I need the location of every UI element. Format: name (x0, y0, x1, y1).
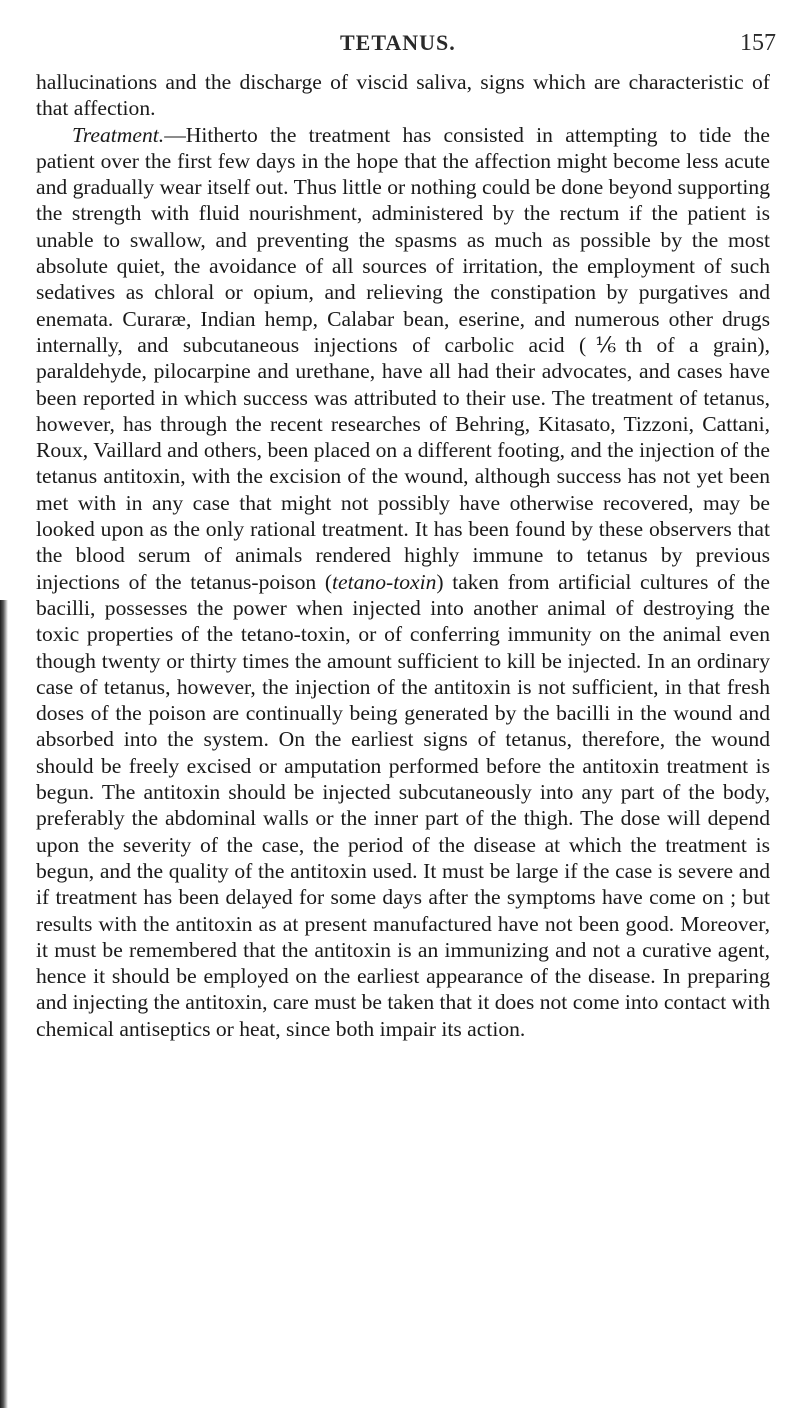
treatment-heading: Treatment. (72, 122, 165, 147)
page-number: 157 (740, 30, 776, 56)
running-title: TETANUS. (340, 30, 456, 55)
paragraph-treatment (36, 122, 770, 1042)
treatment-text-a: —Hitherto the treatment has consisted in attempting to tide the patient over the first few days in the hope that the affection might become less acute and gradually wear itself out. Thus little or nothing could be done beyond supporting the strength with fluid nourishment, administered by the rectum if the patient is unable to swallow, and preventing the spasms as much as possible by the most absolute quiet, the avoidance of all sources of irritation, the employment of such sedatives as chloral or opium, and relieving the constipation by purgatives and enemata. Curaræ, Indian hemp, Calabar bean, eserine, and numerous other drugs internally, and subcutaneous injections of carbolic acid (⅙th of a grain), paraldehyde, pilocarpine and urethane, have all had their advocates, and cases have been reported in which success was attributed to their use. The treatment of tetanus, however, has through the recent researches of Behring, Kitasato, Tizzoni, Cattani, Roux, Vaillard and others, been placed on a different footing, and the injection of the tetanus antitoxin, with the excision of the wound, although success has not yet been met with in any case that might not possibly have otherwise recovered, may be looked upon as the only rational treatment. It has been found by these observers that the blood serum of animals rendered highly immune to tetanus by previous injections of the tetanus-poison ( (36, 122, 770, 594)
body-text (36, 69, 770, 1042)
treatment-text-b: ) taken from artificial cultures of the bacilli, possesses the power when injected into another animal of destroying the toxic properties of the tetano-toxin, or of conferring immunity on the animal even though twenty or thirty times the amount sufficient to kill be injected. In an ordinary case of tetanus, however, the injection of the antitoxin is not sufficient, in that fresh doses of the poison are continually being generated by the bacilli in the wound and absorbed into the system. On the earliest signs of tetanus, therefore, the wound should be freely excised or amputation performed before the antitoxin treatment is begun. The antitoxin should be injected subcutaneously into any part of the body, preferably the abdominal walls or the inner part of the thigh. The dose will depend upon the severity of the case, the period of the disease at which the treatment is begun, and the quality of the antitoxin used. It must be large if the case is severe and if treatment has been delayed for some days after the symptoms have come on ; but results with the antitoxin as at present manufactured have not been good. Moreover, it must be remembered that the antitoxin is an immunizing and not a curative agent, hence it should be employed on the earliest appearance of the disease. In preparing and injecting the antitoxin, care must be taken that it does not come into contact with chemical antiseptics or heat, since both impair its action. (36, 569, 770, 1041)
tetano-toxin-term: tetano-toxin (332, 569, 437, 594)
paragraph-continuation: hallucinations and the discharge of viscid saliva, signs which are characteristic of that affection. (36, 70, 770, 121)
running-head (0, 30, 800, 64)
binding-gutter-shadow (0, 600, 8, 1408)
